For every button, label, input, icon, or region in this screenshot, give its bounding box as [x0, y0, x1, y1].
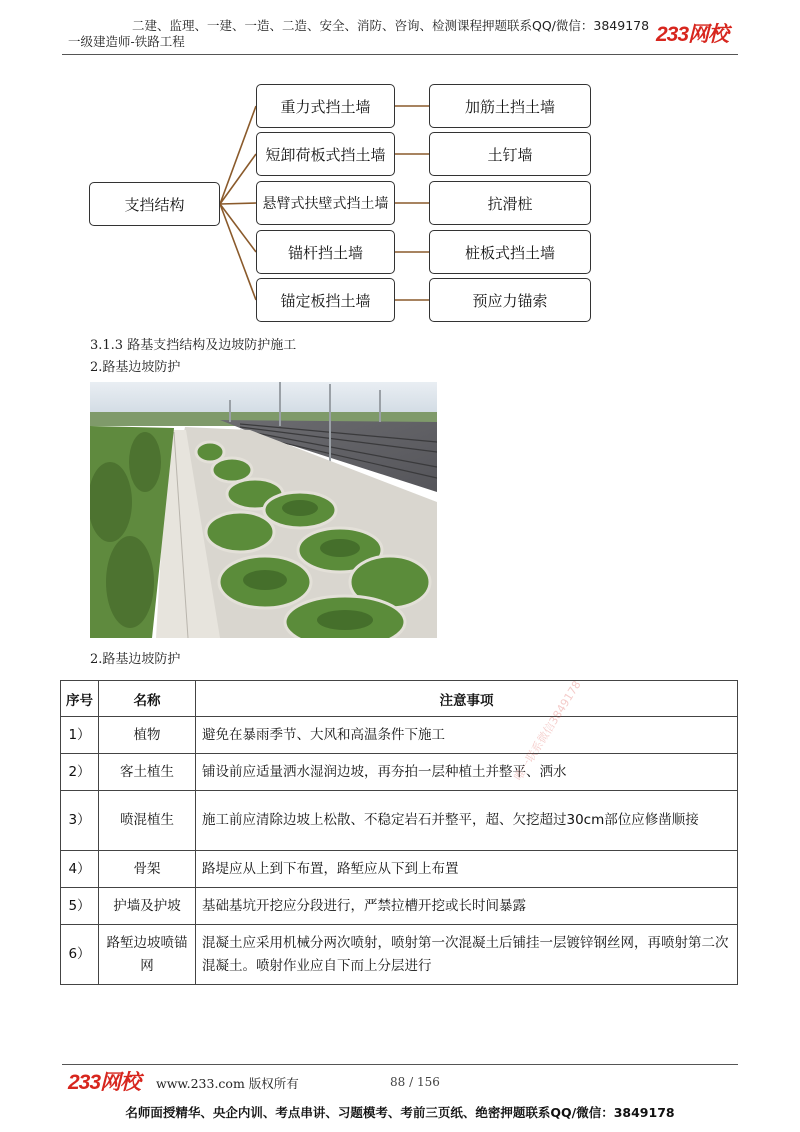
table-row: [61, 717, 738, 754]
row-note: 施工前应清除边坡上松散、不稳定岩石并整平，超、欠挖超过30cm部位应修凿顺接: [196, 791, 738, 851]
row-name: 植物: [99, 717, 196, 754]
row-no: 5）: [61, 888, 99, 925]
diagram-left-box-1: 重力式挡土墙: [256, 84, 395, 128]
header-courses: 二建、监理、一建、一造、二造、安全、消防、咨询、检测课程押题联系QQ/微信：3849178: [132, 18, 650, 33]
subsection-title-2: 2.路基边坡防护: [90, 652, 181, 667]
diagram-left-box-5: 锚定板挡土墙: [256, 278, 395, 322]
watermark-text: 唯一联系微信3849178: [511, 678, 584, 783]
slope-protection-photo: [90, 382, 437, 638]
table-header-row: [61, 681, 738, 717]
connector-root-3: [220, 203, 256, 204]
logo-233-footer: 233网校: [68, 1071, 141, 1094]
row-note: 基础基坑开挖应分段进行，严禁拉槽开挖或长时间暴露: [196, 888, 738, 925]
table-row: [61, 754, 738, 791]
row-note: 避免在暴雨季节、大风和高温条件下施工: [196, 717, 738, 754]
row-name: 路堑边坡喷锚网: [99, 925, 196, 985]
diagram-left-box-4: 锚杆挡土墙: [256, 230, 395, 274]
table-row: [61, 925, 738, 985]
row-no: 3）: [61, 791, 99, 851]
row-no: 6）: [61, 925, 99, 985]
diagram-right-box-1: 加筋土挡土墙: [429, 84, 591, 128]
section-title: 3.1.3 路基支挡结构及边坡防护施工: [90, 338, 297, 353]
footer-rule: [62, 1064, 738, 1065]
header-name: 名称: [99, 681, 196, 717]
row-name: 骨架: [99, 851, 196, 888]
header-no: 序号: [61, 681, 99, 717]
diagram-left-box-3: 悬臂式扶壁式挡土墙: [256, 181, 395, 225]
connector-root-2: [220, 154, 256, 204]
logo-233-header: 233网校: [656, 23, 729, 46]
connector-root-1: [220, 106, 256, 204]
footer-promo: 名师面授精华、央企内训、考点串讲、习题模考、考前三页纸、绝密押题联系QQ/微信：3849178: [125, 1105, 675, 1120]
row-name: 客土植生: [99, 754, 196, 791]
page-number: 88 / 156: [390, 1075, 440, 1089]
diagram-right-box-3: 抗滑桩: [429, 181, 591, 225]
row-note: 路堤应从上到下布置，路堑应从下到上布置: [196, 851, 738, 888]
row-no: 2）: [61, 754, 99, 791]
row-note: 铺设前应适量洒水湿润边坡，再夯拍一层种植土并整平、洒水: [196, 754, 738, 791]
slope-photo-illustration: [90, 382, 437, 638]
footer-site: www.233.com 版权所有: [156, 1076, 299, 1091]
table-row: [61, 791, 738, 851]
table-row: [61, 851, 738, 888]
diagram-right-box-5: 预应力锚索: [429, 278, 591, 322]
diagram-root-box: 支挡结构: [89, 182, 220, 226]
row-name: 喷混植生: [99, 791, 196, 851]
row-no: 4）: [61, 851, 99, 888]
diagram-right-box-2: 土钉墙: [429, 132, 591, 176]
slope-protection-table: [60, 680, 738, 985]
header-subject: 一级建造师-铁路工程: [68, 34, 185, 49]
table-row: [61, 888, 738, 925]
connector-root-5: [220, 204, 256, 300]
diagram-connectors: [0, 0, 800, 340]
diagram-right-box-4: 桩板式挡土墙: [429, 230, 591, 274]
row-note: 混凝土应采用机械分两次喷射，喷射第一次混凝土后铺挂一层镀锌钢丝网，再喷射第二次混凝土。喷射作业应自下而上分层进行: [196, 925, 738, 985]
diagram-left-box-2: 短卸荷板式挡土墙: [256, 132, 395, 176]
row-no: 1）: [61, 717, 99, 754]
connector-root-4: [220, 204, 256, 252]
subsection-title-1: 2.路基边坡防护: [90, 360, 181, 375]
header-note: 注意事项: [196, 681, 738, 717]
row-name: 护墙及护坡: [99, 888, 196, 925]
